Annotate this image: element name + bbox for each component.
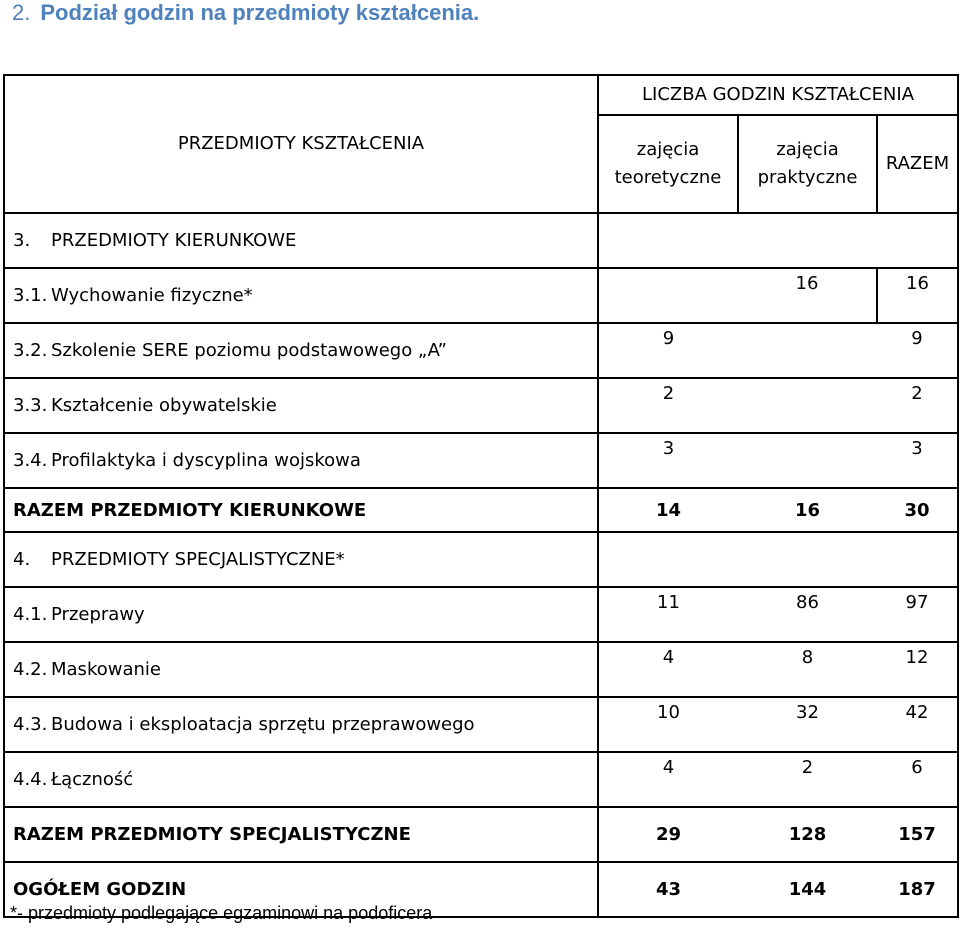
cell-theory: 9 bbox=[598, 323, 738, 378]
row-name: 3.1. Wychowanie fizyczne* bbox=[4, 268, 598, 323]
row-name: 4.4. Łączność bbox=[4, 752, 598, 807]
header-practice-line1: zajęcia bbox=[776, 139, 839, 160]
table-row bbox=[4, 642, 958, 697]
sum-theory: 14 bbox=[598, 488, 738, 532]
sum-practice: 128 bbox=[738, 807, 877, 862]
row-name: 4.1. Przeprawy bbox=[4, 587, 598, 642]
row-name: 4.3. Budowa i eksploatacja sprzętu przeprawowego bbox=[4, 697, 598, 752]
sum-total: 157 bbox=[877, 807, 958, 862]
sum-row bbox=[4, 807, 958, 862]
table-row bbox=[4, 378, 958, 433]
section-title: 3. PRZEDMIOTY KIERUNKOWE bbox=[4, 213, 598, 268]
row-name: 3.3. Kształcenie obywatelskie bbox=[4, 378, 598, 433]
cell-total: 3 bbox=[877, 433, 958, 488]
cell-practice bbox=[738, 433, 877, 488]
cell-theory: 11 bbox=[598, 587, 738, 642]
hours-table bbox=[3, 74, 959, 918]
cell-theory: 2 bbox=[598, 378, 738, 433]
header-practice-line2: praktyczne bbox=[757, 167, 858, 188]
row-name: 3.4. Profilaktyka i dyscyplina wojskowa bbox=[4, 433, 598, 488]
cell-total: 12 bbox=[877, 642, 958, 697]
row-name: 4.2. Maskowanie bbox=[4, 642, 598, 697]
cell-total: 6 bbox=[877, 752, 958, 807]
header-theory-line2: teoretyczne bbox=[614, 167, 722, 188]
section-heading bbox=[12, 0, 479, 26]
cell-practice: 86 bbox=[738, 587, 877, 642]
cell-practice bbox=[738, 323, 877, 378]
header-practice bbox=[738, 115, 877, 213]
cell-practice: 32 bbox=[738, 697, 877, 752]
sum-theory: 29 bbox=[598, 807, 738, 862]
header-hours: LICZBA GODZIN KSZTAŁCENIA bbox=[598, 75, 958, 115]
cell-practice: 16 bbox=[738, 268, 877, 323]
header-subjects: PRZEDMIOTY KSZTAŁCENIA bbox=[4, 75, 598, 213]
grand-total-practice: 144 bbox=[738, 862, 877, 917]
cell-theory: 3 bbox=[598, 433, 738, 488]
cell-total: 9 bbox=[877, 323, 958, 378]
empty-cell bbox=[598, 213, 958, 268]
section-title: 4. PRZEDMIOTY SPECJALISTYCZNE* bbox=[4, 532, 598, 587]
header-theory-line1: zajęcia bbox=[636, 139, 700, 160]
cell-practice: 2 bbox=[738, 752, 877, 807]
header-total: RAZEM bbox=[877, 115, 958, 213]
sum-practice: 16 bbox=[738, 488, 877, 532]
cell-practice: 8 bbox=[738, 642, 877, 697]
cell-theory: 10 bbox=[598, 697, 738, 752]
header-theory bbox=[598, 115, 738, 213]
cell-theory bbox=[598, 268, 738, 323]
sum-label: RAZEM PRZEDMIOTY SPECJALISTYCZNE bbox=[4, 807, 598, 862]
heading-number: 2. bbox=[12, 0, 31, 25]
heading-title: Podział godzin na przedmioty kształcenia. bbox=[40, 0, 480, 25]
footnote: *- przedmioty podlegające egzaminowi na podoficera bbox=[10, 903, 433, 923]
table-row bbox=[4, 323, 958, 378]
sum-row bbox=[4, 488, 958, 532]
grand-total-total: 187 bbox=[877, 862, 958, 917]
row-name: 3.2. Szkolenie SERE poziomu podstawowego „A” bbox=[4, 323, 598, 378]
sum-label: RAZEM PRZEDMIOTY KIERUNKOWE bbox=[4, 488, 598, 532]
table-row bbox=[4, 433, 958, 488]
cell-total: 2 bbox=[877, 378, 958, 433]
grand-total-label: OGÓŁEM GODZIN bbox=[4, 862, 598, 917]
table-row bbox=[4, 697, 958, 752]
cell-practice bbox=[738, 378, 877, 433]
cell-total: 16 bbox=[877, 268, 958, 323]
cell-total: 42 bbox=[877, 697, 958, 752]
cell-total: 97 bbox=[877, 587, 958, 642]
table-row bbox=[4, 587, 958, 642]
table-row bbox=[4, 752, 958, 807]
empty-cell bbox=[598, 532, 958, 587]
grand-total-theory: 43 bbox=[598, 862, 738, 917]
sum-total: 30 bbox=[877, 488, 958, 532]
table-row bbox=[4, 268, 958, 323]
cell-theory: 4 bbox=[598, 642, 738, 697]
cell-theory: 4 bbox=[598, 752, 738, 807]
